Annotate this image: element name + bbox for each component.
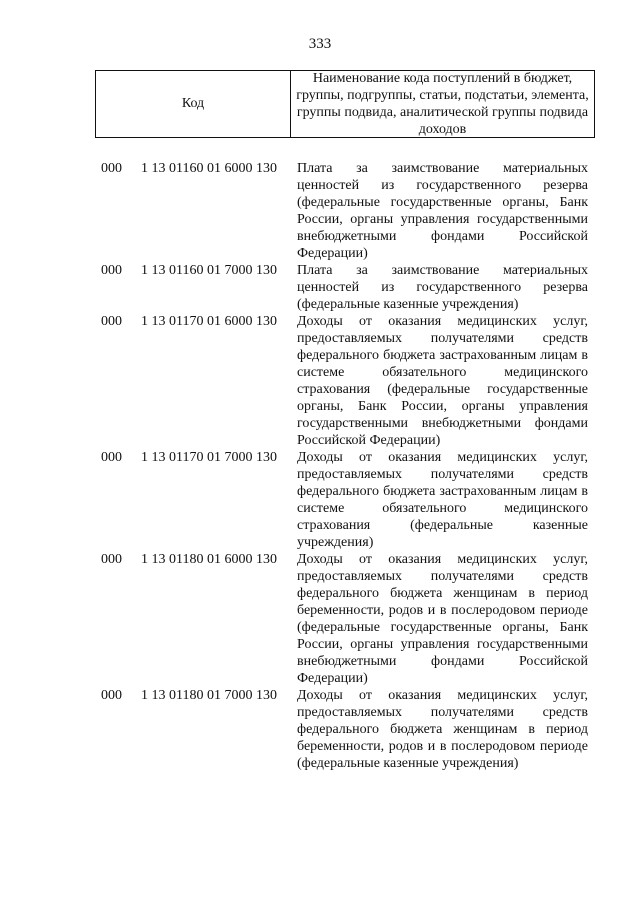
row-revenue-code: 1 13 01170 01 7000 130 xyxy=(141,450,277,465)
row-admin-code: 000 xyxy=(101,263,122,278)
row-admin-code: 000 xyxy=(101,161,122,176)
row-revenue-code: 1 13 01180 01 7000 130 xyxy=(141,688,277,703)
row-description: Плата за заимствование материальных ценностей из государственного резерва (федеральные казенные учреждения) xyxy=(297,263,588,312)
table-row xyxy=(0,551,640,687)
table-body xyxy=(0,160,640,772)
page-number: 333 xyxy=(308,36,332,52)
row-admin-code: 000 xyxy=(101,450,122,465)
table-row xyxy=(0,160,640,262)
row-admin-code: 000 xyxy=(101,314,122,329)
header-name-label: Наименование кода поступлений в бюджет, группы, подгруппы, статьи, подстатьи, элемента, группы подвида, аналитической группы подвида доходов xyxy=(296,71,589,137)
row-revenue-code: 1 13 01160 01 6000 130 xyxy=(141,161,277,176)
row-revenue-code: 1 13 01180 01 6000 130 xyxy=(141,552,277,567)
row-description: Доходы от оказания медицинских услуг, предоставляемых получателями средств федерального бюджета застрахованным лицам в системе обязательного медицинского страхования (федеральные казенные учреждения) xyxy=(297,450,588,550)
row-description: Доходы от оказания медицинских услуг, предоставляемых получателями средств федерального бюджета застрахованным лицам в системе обязательного медицинского страхования (федеральные государственные органы, Банк России, органы управления государственными внебюджетными фондами Российской Федерации) xyxy=(297,314,588,448)
row-description: Плата за заимствование материальных ценностей из государственного резерва (федеральные государственные органы, Банк России, органы управления государственными внебюджетными фондами Российской Федерации) xyxy=(297,161,588,261)
table-row xyxy=(0,687,640,772)
table-row xyxy=(0,313,640,449)
header-code-cell xyxy=(96,71,291,137)
row-admin-code: 000 xyxy=(101,552,122,567)
table-header xyxy=(95,70,595,138)
header-code-label: Код xyxy=(181,96,205,111)
row-description: Доходы от оказания медицинских услуг, предоставляемых получателями средств федерального бюджета женщинам в период беременности, родов и в послеродовом периоде (федеральные казенные учреждения) xyxy=(297,688,588,771)
row-admin-code: 000 xyxy=(101,688,122,703)
header-name-cell xyxy=(291,71,594,137)
row-description: Доходы от оказания медицинских услуг, предоставляемых получателями средств федерального бюджета женщинам в период беременности, родов и в послеродовом периоде (федеральные государственные органы, Банк России, органы управления государственными внебюджетными фондами Российской Федерации) xyxy=(297,552,588,686)
table-row xyxy=(0,449,640,551)
table-row xyxy=(0,262,640,313)
row-revenue-code: 1 13 01170 01 6000 130 xyxy=(141,314,277,329)
row-revenue-code: 1 13 01160 01 7000 130 xyxy=(141,263,277,278)
